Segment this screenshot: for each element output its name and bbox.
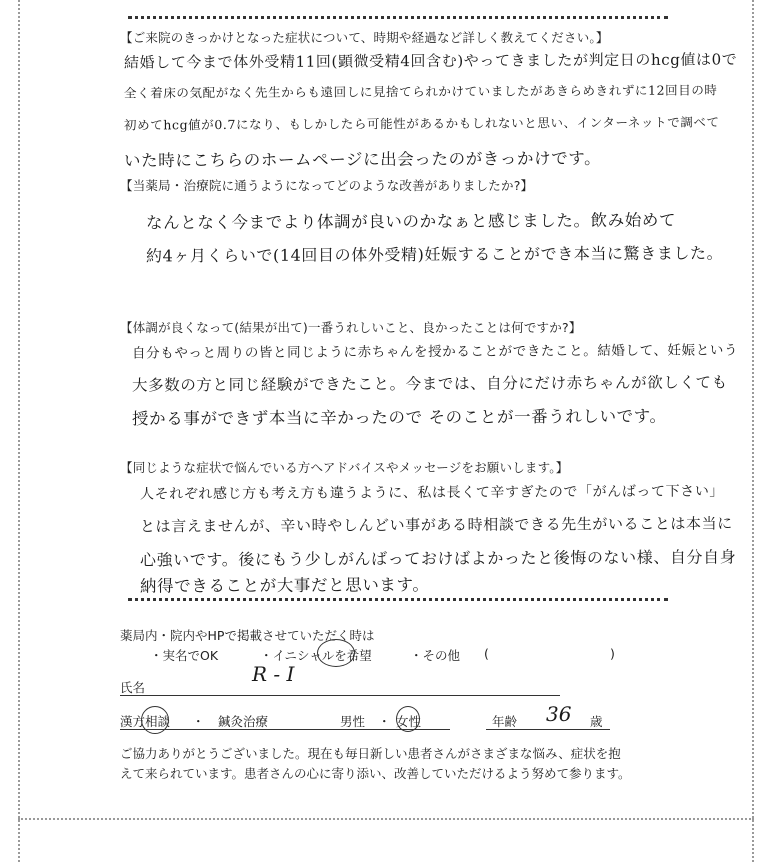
answer-line: 全く着床の気配がなく先生からも遠回しに見捨てられかけていましたがあきらめきれずに12回目の時 (123, 82, 718, 101)
age-unit: 歳 (590, 714, 603, 729)
answer-line: なんとなく今までより体調が良いのかなぁと感じました。飲み始めて (145, 210, 677, 233)
service-acupuncture: 鍼灸治療 (218, 714, 269, 729)
answer-line: 約4ヶ月くらいで(14回目の体外受精)妊娠することができ本当に驚きました。 (145, 243, 724, 266)
answer-line: いた時にこちらのホームページに出会ったのがきっかけです。 (123, 148, 602, 171)
section-heading-happiest: 【体調が良くなって(結果が出て)一番うれしいこと、良かったことは何ですか?】 (120, 320, 582, 335)
section-heading-message: 【同じような症状で悩んでいる方へアドバイスやメッセージをお願いします。】 (120, 460, 569, 475)
scan-edge-right (752, 0, 756, 862)
scan-edge-left (18, 0, 22, 862)
answer-line: 納得できることが大事だと思います。 (139, 575, 430, 596)
answer-line: 初めてhcg値が0.7になり、もしかしたら可能性があるかもしれないと思い、インターネットで調べて (123, 114, 720, 133)
name-underline (120, 695, 560, 696)
gender-separator: ・ (378, 714, 391, 729)
thanks-line: えて来られています。患者さんの心に寄り添い、改善していただけるよう努めて参ります。 (120, 766, 631, 781)
service-separator: ・ (192, 714, 205, 729)
answer-line: とは言えませんが、辛い時やしんどい事がある時相談できる先生がいることは本当に (139, 514, 733, 536)
option-other: ・その他 (410, 648, 461, 663)
answer-line: 授かる事ができず本当に辛かったので そのことが一番うれしいです。 (131, 406, 667, 429)
option-real-name: ・実名でOK (150, 648, 219, 663)
thanks-line: ご協力ありがとうございました。現在も毎日新しい患者さんがさまざまな悩み、症状を抱 (120, 746, 621, 761)
service-kampo: 漢方相談 (120, 714, 171, 729)
age-label: 年齢 (492, 714, 518, 729)
scan-edge-bottom (18, 818, 754, 822)
gender-male: 男性 (340, 714, 366, 729)
age-value: 36 (546, 702, 572, 726)
age-underline (486, 729, 610, 730)
service-underline (120, 729, 450, 730)
name-label: 氏名 (120, 680, 146, 695)
dotted-rule-bottom (128, 598, 668, 603)
selected-option-circle (317, 639, 355, 667)
answer-line: 大多数の方と同じ経験ができたこと。今までは、自分にだけ赤ちゃんが欲しくても (131, 373, 728, 395)
answer-line: 結婚して今まで体外受精11回(顕微受精4回含む)やってきましたが判定日のhcg値は0で (123, 50, 738, 72)
answer-line: 心強いです。後にもう少しがんばっておけばよかったと後悔のない様、自分自身 (139, 547, 737, 570)
publish-consent-label: 薬局内・院内やHPで掲載させていただく時は (120, 628, 375, 643)
name-value: R - I (252, 662, 295, 686)
section-heading-improvement: 【当薬局・治療院に通うようになってどのような改善がありましたか?】 (120, 178, 534, 193)
option-initials: ・イニシャルを希望 (260, 648, 372, 663)
answer-line: 人それぞれ感じ方も考え方も違うように、私は長くて辛すぎたので「がんばって下さい」 (139, 483, 725, 503)
gender-female: 女性 (396, 714, 422, 729)
option-other-paren-open: ( (484, 646, 489, 661)
answer-line: 自分もやっと周りの皆と同じように赤ちゃんを授かることができたこと。結婚して、妊娠という (131, 342, 739, 362)
dotted-rule-top (128, 16, 668, 21)
option-other-paren-close: ) (610, 646, 615, 661)
section-heading-reason: 【ご来院のきっかけとなった症状について、時期や経過など詳しく教えてください。】 (120, 30, 609, 45)
